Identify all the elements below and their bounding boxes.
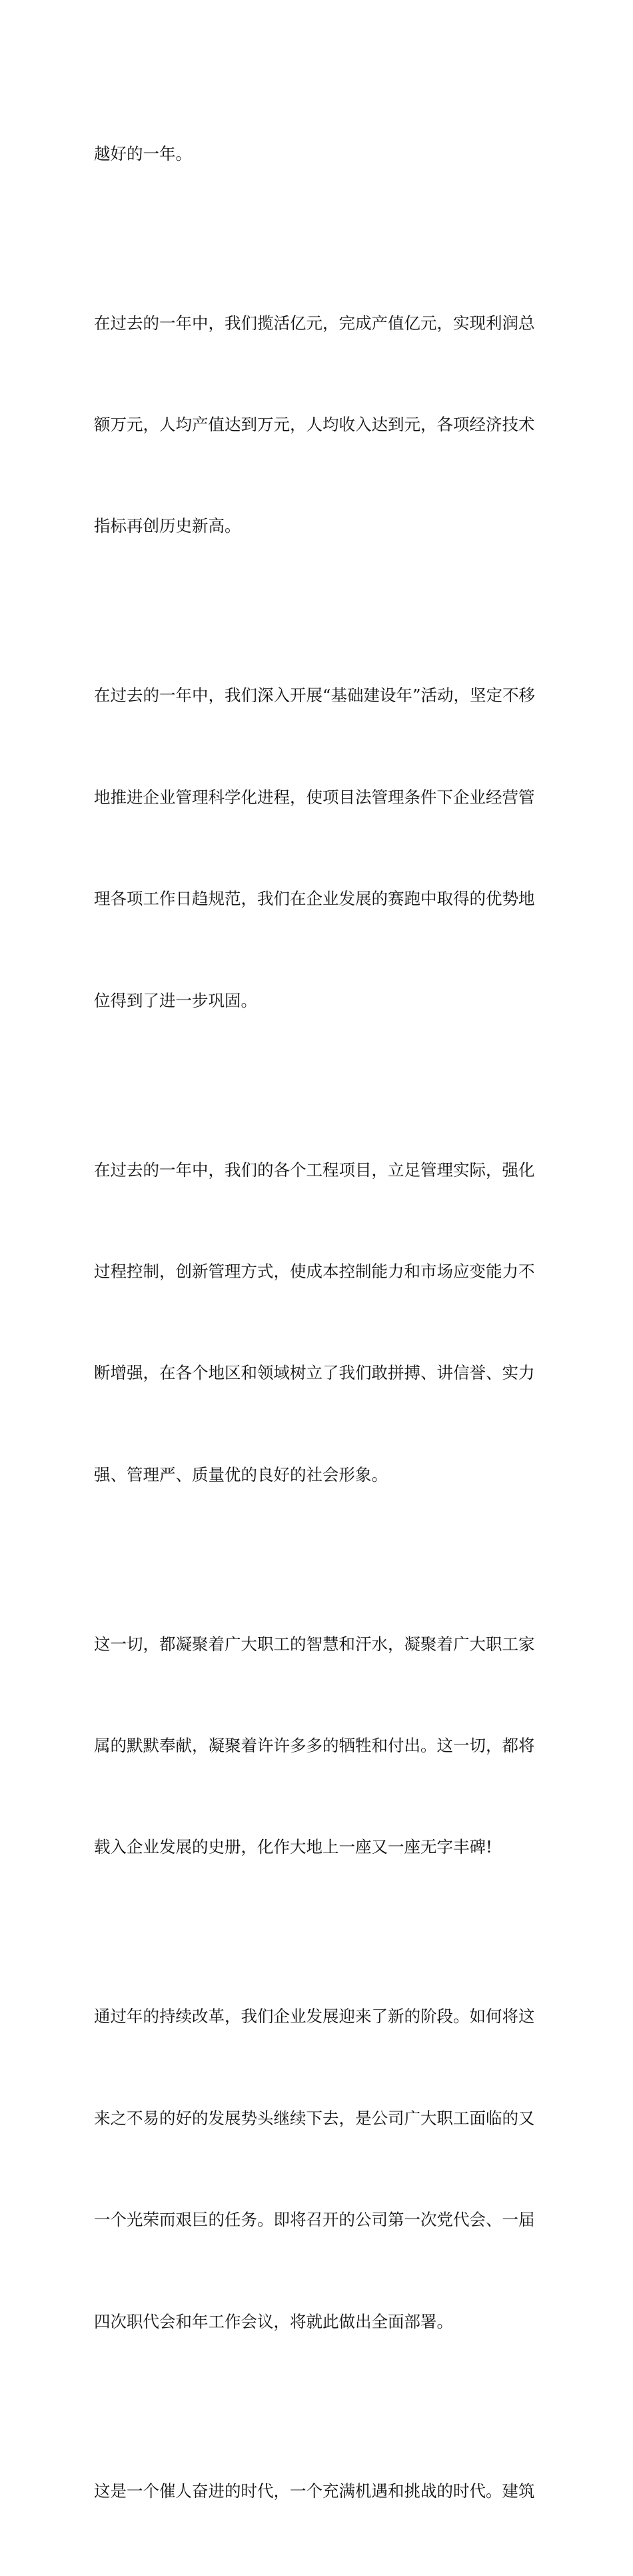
text-line: 理各项工作日趋规范，我们在企业发展的赛跑中取得的优势地 <box>94 889 535 909</box>
paragraph-2 <box>94 239 542 611</box>
paragraph-4 <box>94 1086 542 1560</box>
text-line: 指标再创历史新高。 <box>94 516 241 536</box>
text-line: 地推进企业管理科学化进程，使项目法管理条件下企业经营管 <box>94 787 535 807</box>
text-line: 在过去的一年中，我们的各个工程项目，立足管理实际，强化 <box>94 1160 535 1180</box>
text-line: 四次职代会和年工作会议，将就此做出全面部署。 <box>94 2311 453 2331</box>
text-line: 在过去的一年中，我们揽活亿元，完成产值亿元，实现利润总 <box>94 313 535 333</box>
paragraph-1 <box>94 69 542 239</box>
text-line: 属的默默奉献，凝聚着许许多多的牺牲和付出。这一切，都将 <box>94 1736 535 1756</box>
text-line: 断增强，在各个地区和领域树立了我们敢拼搏、讲信誉、实力 <box>94 1363 535 1383</box>
text-line: 载入企业发展的史册，化作大地上一座又一座无字丰碑! <box>94 1837 492 1857</box>
paragraph-6 <box>94 1933 542 2407</box>
paragraph-7 <box>94 2407 542 2576</box>
text-line: 在过去的一年中，我们深入开展“基础建设年”活动，坚定不移 <box>94 686 536 706</box>
text-line: 一个光荣而艰巨的任务。即将召开的公司第一次党代会、一届 <box>94 2210 535 2230</box>
paragraph-5 <box>94 1560 542 1933</box>
text-line: 过程控制，创新管理方式，使成本控制能力和市场应变能力不 <box>94 1261 535 1281</box>
text-line: 额万元，人均产值达到万元，人均收入达到元，各项经济技术 <box>94 414 535 434</box>
text-line: 来之不易的好的发展势头继续下去，是公司广大职工面临的又 <box>94 2108 535 2128</box>
text-line: 越好的一年。 <box>94 143 192 163</box>
text-line: 通过年的持续改革，我们企业发展迎来了新的阶段。如何将这 <box>94 2007 535 2027</box>
text-line: 这一切，都凝聚着广大职工的智慧和汗水，凝聚着广大职工家 <box>94 1634 535 1654</box>
text-line: 这是一个催人奋进的时代，一个充满机遇和挑战的时代。建筑 <box>94 2481 535 2501</box>
text-line: 位得到了进一步巩固。 <box>94 990 257 1010</box>
paragraph-3 <box>94 611 542 1086</box>
text-line: 强、管理严、质量优的良好的社会形象。 <box>94 1464 388 1484</box>
document-body <box>94 69 542 2576</box>
